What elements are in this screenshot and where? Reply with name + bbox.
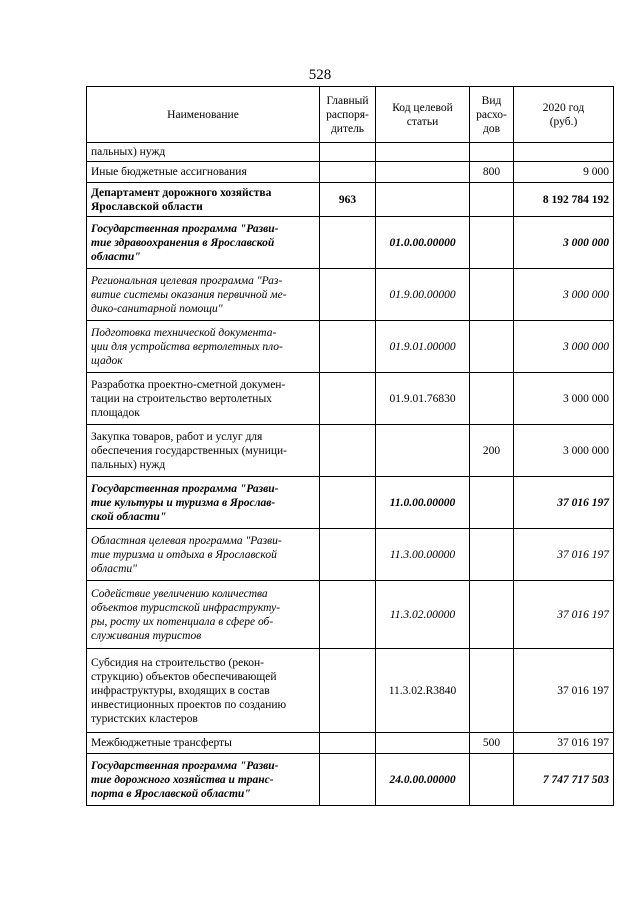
row-type-cell <box>470 217 514 269</box>
row-amount-cell: 3 000 000 <box>514 425 614 477</box>
table-row <box>87 754 614 806</box>
row-amount-cell: 7 747 717 503 <box>514 754 614 806</box>
row-type-cell <box>470 477 514 529</box>
row-code-cell <box>376 183 470 217</box>
row-code-cell: 11.3.02.00000 <box>376 581 470 649</box>
row-name-cell: Подготовка технической документа- ции для устройства вертолетных пло- щадок <box>87 321 320 373</box>
row-name-cell: Закупка товаров, работ и услуг для обеспечения государственных (муници- пальных) нужд <box>87 425 320 477</box>
table-body <box>87 143 614 806</box>
table-row <box>87 143 614 162</box>
row-amount-cell: 37 016 197 <box>514 581 614 649</box>
row-code-cell <box>376 143 470 162</box>
row-admin-cell <box>320 373 376 425</box>
row-admin-cell <box>320 581 376 649</box>
row-code-cell <box>376 425 470 477</box>
row-type-cell: 500 <box>470 733 514 754</box>
row-code-cell: 11.3.02.R3840 <box>376 649 470 733</box>
table-row <box>87 183 614 217</box>
row-type-cell <box>470 529 514 581</box>
page-number: 528 <box>308 67 332 83</box>
row-name-cell: Субсидия на строительство (рекон- струкцию) объектов обеспечивающей инфраструктуры, входящих в состав инвестиционных проектов по созданию туристских кластеров <box>87 649 320 733</box>
row-admin-cell <box>320 733 376 754</box>
row-name-cell: Межбюджетные трансферты <box>87 733 320 754</box>
budget-table <box>86 86 614 806</box>
header-name: Наименование <box>87 87 320 143</box>
row-admin-cell: 963 <box>320 183 376 217</box>
row-admin-cell <box>320 754 376 806</box>
row-code-cell: 11.0.00.00000 <box>376 477 470 529</box>
row-amount-cell: 37 016 197 <box>514 733 614 754</box>
row-amount-cell: 8 192 784 192 <box>514 183 614 217</box>
header-amount: 2020 год (руб.) <box>514 87 614 143</box>
row-type-cell: 800 <box>470 162 514 183</box>
row-amount-cell: 9 000 <box>514 162 614 183</box>
row-name-cell: Государственная программа "Разви- тие культуры и туризма в Ярослав- ской области" <box>87 477 320 529</box>
row-amount-cell: 3 000 000 <box>514 217 614 269</box>
row-amount-cell: 37 016 197 <box>514 529 614 581</box>
row-amount-cell <box>514 143 614 162</box>
row-name-cell: Государственная программа "Разви- тие здравоохранения в Ярославской области" <box>87 217 320 269</box>
row-name-cell: Департамент дорожного хозяйства Ярославской области <box>87 183 320 217</box>
table-row <box>87 529 614 581</box>
table-row <box>87 581 614 649</box>
row-type-cell <box>470 143 514 162</box>
row-admin-cell <box>320 217 376 269</box>
row-name-cell: Областная целевая программа "Разви- тие туризма и отдыха в Ярославской области" <box>87 529 320 581</box>
row-name-cell: Иные бюджетные ассигнования <box>87 162 320 183</box>
row-type-cell <box>470 581 514 649</box>
row-admin-cell <box>320 529 376 581</box>
table-row <box>87 373 614 425</box>
row-admin-cell <box>320 143 376 162</box>
row-type-cell <box>470 269 514 321</box>
row-amount-cell: 3 000 000 <box>514 269 614 321</box>
table-row <box>87 425 614 477</box>
table-header-row <box>87 87 614 143</box>
table-row <box>87 649 614 733</box>
row-type-cell <box>470 754 514 806</box>
row-admin-cell <box>320 162 376 183</box>
header-code: Код целевой статьи <box>376 87 470 143</box>
table-row <box>87 269 614 321</box>
header-type: Вид расхо- дов <box>470 87 514 143</box>
table-row <box>87 321 614 373</box>
row-admin-cell <box>320 477 376 529</box>
row-name-cell: Разработка проектно-сметной докумен- тации на строительство вертолетных площадок <box>87 373 320 425</box>
row-admin-cell <box>320 321 376 373</box>
row-type-cell <box>470 649 514 733</box>
table-row <box>87 162 614 183</box>
row-type-cell <box>470 373 514 425</box>
row-type-cell: 200 <box>470 425 514 477</box>
table-row <box>87 733 614 754</box>
row-code-cell: 11.3.00.00000 <box>376 529 470 581</box>
row-admin-cell <box>320 649 376 733</box>
table-row <box>87 217 614 269</box>
row-code-cell: 01.9.01.76830 <box>376 373 470 425</box>
row-name-cell: Содействие увеличению количества объектов туристской инфраструкту- ры, росту их потенциала в сфере об- служивания туристов <box>87 581 320 649</box>
row-code-cell: 24.0.00.00000 <box>376 754 470 806</box>
row-type-cell <box>470 321 514 373</box>
row-admin-cell <box>320 425 376 477</box>
row-name-cell: Государственная программа "Разви- тие дорожного хозяйства и транс- порта в Ярославской области" <box>87 754 320 806</box>
row-name-cell: Региональная целевая программа "Раз- витие системы оказания первичной ме- дико-санитарной помощи" <box>87 269 320 321</box>
row-code-cell: 01.9.00.00000 <box>376 269 470 321</box>
row-code-cell <box>376 162 470 183</box>
row-code-cell <box>376 733 470 754</box>
row-code-cell: 01.9.01.00000 <box>376 321 470 373</box>
row-code-cell: 01.0.00.00000 <box>376 217 470 269</box>
row-admin-cell <box>320 269 376 321</box>
row-amount-cell: 37 016 197 <box>514 649 614 733</box>
row-amount-cell: 3 000 000 <box>514 373 614 425</box>
row-amount-cell: 3 000 000 <box>514 321 614 373</box>
table-row <box>87 477 614 529</box>
row-name-cell: пальных) нужд <box>87 143 320 162</box>
row-type-cell <box>470 183 514 217</box>
header-admin: Главный распоря- дитель <box>320 87 376 143</box>
row-amount-cell: 37 016 197 <box>514 477 614 529</box>
